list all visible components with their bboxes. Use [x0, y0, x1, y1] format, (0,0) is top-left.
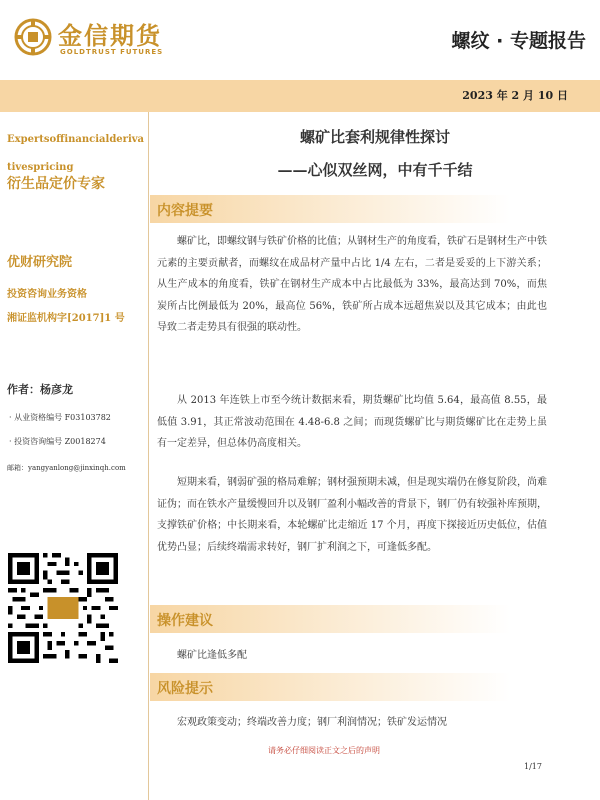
- risk-section-band: [150, 673, 600, 701]
- logo-text-en: GOLDTRUST FUTURES: [60, 48, 164, 56]
- page-number: 1/17: [524, 762, 542, 771]
- summary-paragraph-3: 短期来看，钢弱矿强的格局难解；钢材强预期未减，但是现实端仍在修复阶段，尚难证伪；而在铁水产量缓慢回升以及钢厂盈利小幅改善的背景下，钢厂仍有较强补库预期，支撑铁矿价格；中长期来看，本轮螺矿比走缩近 17 个月，再度下探接近历史低位，估值优势凸显；后续终端需求转好，钢厂扩利润之下，可逢低多配。: [157, 477, 547, 553]
- chinese-slogan: 衍生品定价专家: [7, 176, 105, 192]
- author: 作者：杨彦龙: [7, 383, 73, 396]
- summary-paragraph-2: 从 2013 年连铁上市至今统计数据来看，期货螺矿比均值 5.64，最高值 8.55，最低值 3.91，其正常波动范围在 4.48-6.8 之间；而现货螺矿比与期货螺矿比在走势上虽有一定差异，但总体仍高度相关。: [157, 395, 547, 449]
- qr-code-icon: [8, 553, 118, 663]
- advice-heading: 操作建议: [157, 613, 213, 629]
- disclaimer-note: 请务必仔细阅读正文之后的声明: [268, 746, 380, 755]
- report-type: 螺纹 · 专题报告: [451, 30, 586, 52]
- report-title: 螺矿比套利规律性探讨: [299, 128, 450, 146]
- author-email: 邮箱：yangyanlong@jinxinqh.com: [7, 464, 126, 472]
- summary-paragraph-1: 螺矿比，即螺纹钢与铁矿价格的比值；从钢材生产的角度看，铁矿石是钢材生产中铁元素的主要贡献者，而螺纹在成品材产量中占比 1/4 左右，二者是妥妥的上下游关系；从生产成本的角度看，铁矿在钢材生产成本中占比最低为 33%，最高达到 70%，而焦炭所占比例最低为 20%，最高位 56%，铁矿所占成本远超焦炭以及其它成本；由此也导致二者走势具有很强的联动性。: [157, 236, 547, 333]
- report-subtitle: ——心似双丝网，中有千千结: [277, 161, 473, 179]
- sidebar-divider: [148, 112, 149, 800]
- english-slogan: Expertsoffinancialderivativespricing: [7, 134, 145, 173]
- report-date: 2023 年 2 月 10 日: [462, 89, 568, 102]
- credential-consulting: · 投资咨询编号 Z0018274: [9, 437, 106, 446]
- research-institute: 优财研究院: [7, 255, 73, 270]
- logo-text-cn: 金信期货: [58, 22, 162, 50]
- advice-section-band: [150, 605, 600, 633]
- sidebar: [0, 112, 148, 800]
- company-logo-icon: [14, 18, 52, 56]
- report-header: [0, 0, 600, 80]
- license-line-1: 投资咨询业务资格: [7, 289, 87, 300]
- license-line-2: 湘证监机构字[2017]1 号: [7, 313, 125, 324]
- risk-text: 宏观政策变动；终端改善力度；钢厂利润情况；铁矿发运情况: [177, 717, 447, 728]
- summary-heading: 内容提要: [157, 203, 213, 219]
- advice-text: 螺矿比逢低多配: [177, 650, 247, 661]
- risk-heading: 风险提示: [157, 681, 213, 697]
- credential-qualification: · 从业资格编号 F03103782: [9, 413, 111, 422]
- summary-section-band: [150, 195, 600, 223]
